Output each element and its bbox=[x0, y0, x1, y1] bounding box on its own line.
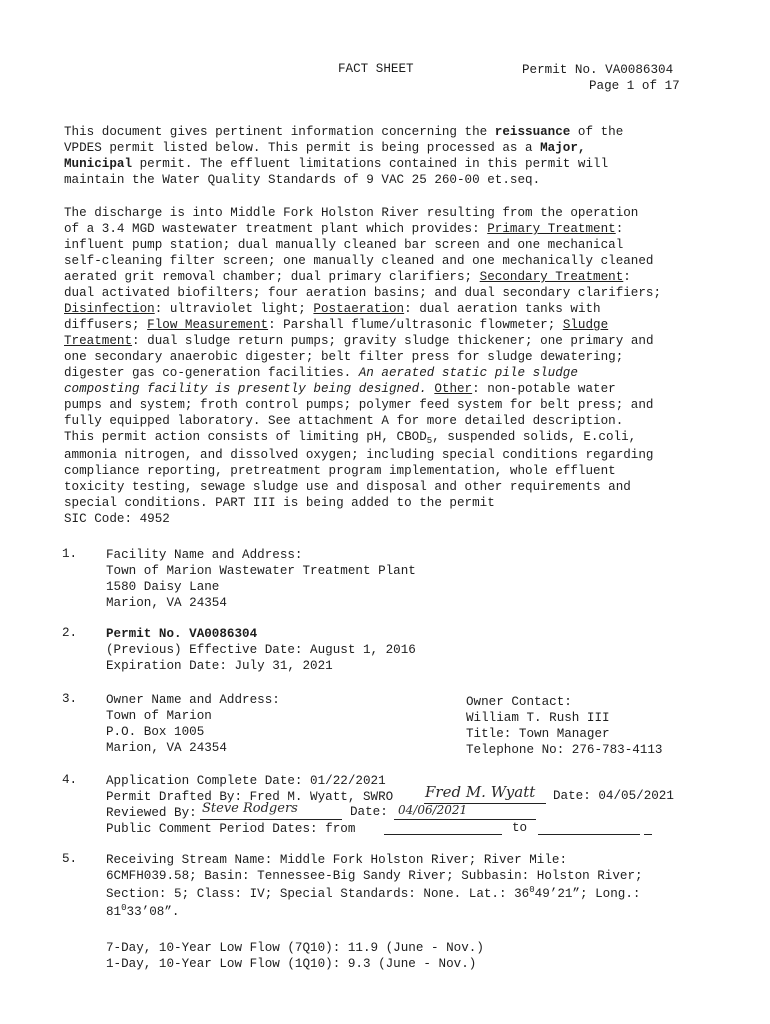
owner-po-box: P.O. Box 1005 bbox=[106, 725, 205, 739]
facility-label: Facility Name and Address: bbox=[106, 548, 303, 562]
discharge-line: one secondary anaerobic digester; belt filter press for sludge dewatering; bbox=[64, 350, 624, 364]
owner-contact-name: William T. Rush III bbox=[466, 711, 610, 725]
stream-line: 6CMFH039.58; Basin: Tennessee-Big Sandy River; Subbasin: Holston River; bbox=[106, 869, 643, 883]
reviewed-date-handwritten: 04/06/2021 bbox=[398, 803, 468, 817]
discharge-line: self-cleaning filter screen; one manually cleaned and one mechanically cleaned bbox=[64, 254, 654, 268]
discharge-line: special conditions. PART III is being added to the permit bbox=[64, 496, 495, 510]
discharge-line: fully equipped laboratory. See attachment A for more detailed description. bbox=[64, 414, 624, 428]
owner-contact-phone: Telephone No: 276-783-4113 bbox=[466, 743, 663, 757]
document-title: FACT SHEET bbox=[338, 62, 414, 76]
comment-from-blank bbox=[384, 834, 502, 835]
item-number: 3. bbox=[62, 692, 78, 706]
discharge-line: pumps and system; froth control pumps; polymer feed system for belt press; and bbox=[64, 398, 654, 412]
discharge-line: Treatment: dual sludge return pumps; gravity sludge thickener; one primary and bbox=[64, 334, 654, 348]
comment-period-from-label: Public Comment Period Dates: from bbox=[106, 822, 356, 836]
application-date: Application Complete Date: 01/22/2021 bbox=[106, 774, 386, 788]
intro-line-1: This document gives pertinent information concerning the reissuance of the bbox=[64, 125, 624, 139]
permit-number: Permit No. VA0086304 bbox=[106, 627, 258, 641]
discharge-line: toxicity testing, sewage sludge use and disposal and other requirements and bbox=[64, 480, 631, 494]
reviewed-date-line bbox=[394, 819, 536, 820]
discharge-line: This permit action consists of limiting pH, $CBOD_5$, suspended solids, E.coli, bbox=[64, 430, 637, 446]
facility-city: Marion, VA 24354 bbox=[106, 596, 227, 610]
stream-line: Section: 5; Class: IV; Special Standards: None. Lat.: $36^049’21$”; Long.: bbox=[106, 885, 641, 901]
discharge-line: dual activated biofilters; four aeration basins; and dual secondary clarifiers; bbox=[64, 286, 662, 300]
item-number: 5. bbox=[62, 852, 78, 866]
discharge-line: Disinfection: ultraviolet light; Postaeration: dual aeration tanks with bbox=[64, 302, 601, 316]
reviewer-signature: Steve Rodgers bbox=[202, 801, 298, 816]
effective-date: (Previous) Effective Date: August 1, 2016 bbox=[106, 643, 416, 657]
discharge-line: digester gas co-generation facilities. An aerated static pile sludge bbox=[64, 366, 578, 380]
comment-to-blank-tail bbox=[644, 834, 652, 835]
item-number: 1. bbox=[62, 547, 78, 561]
permit-number-header: Permit No. VA0086304 bbox=[522, 63, 674, 77]
drafted-by-label: Permit Drafted By: Fred M. Wyatt, SWRO bbox=[106, 790, 394, 804]
facility-name: Town of Marion Wastewater Treatment Plant bbox=[106, 564, 416, 578]
sic-code: SIC Code: 4952 bbox=[64, 512, 170, 526]
page-indicator: Page 1 of 17 bbox=[589, 79, 680, 93]
owner-name: Town of Marion bbox=[106, 709, 212, 723]
owner-city: Marion, VA 24354 bbox=[106, 741, 227, 755]
intro-line-3: Municipal permit. The effluent limitations contained in this permit will bbox=[64, 157, 609, 171]
low-flow-1q10: 1-Day, 10-Year Low Flow (1Q10): 9.3 (June - Nov.) bbox=[106, 957, 477, 971]
owner-contact-title: Title: Town Manager bbox=[466, 727, 610, 741]
discharge-line: The discharge is into Middle Fork Holston River resulting from the operation bbox=[64, 206, 639, 220]
low-flow-7q10: 7-Day, 10-Year Low Flow (7Q10): 11.9 (June - Nov.) bbox=[106, 941, 484, 955]
expiration-date: Expiration Date: July 31, 2021 bbox=[106, 659, 333, 673]
stream-line: $81^033’08$”. bbox=[106, 903, 180, 919]
owner-label: Owner Name and Address: bbox=[106, 693, 280, 707]
intro-line-2: VPDES permit listed below. This permit is being processed as a Major, bbox=[64, 141, 586, 155]
item-number: 2. bbox=[62, 626, 78, 640]
item-number: 4. bbox=[62, 773, 78, 787]
stream-line: Receiving Stream Name: Middle Fork Holston River; River Mile: bbox=[106, 853, 568, 867]
discharge-line: of a 3.4 MGD wastewater treatment plant which provides: Primary Treatment: bbox=[64, 222, 624, 236]
intro-line-4: maintain the Water Quality Standards of 9 VAC 25 260-00 et.seq. bbox=[64, 173, 541, 187]
reviewed-by-label: Reviewed By: bbox=[106, 806, 197, 820]
discharge-line: influent pump station; dual manually cleaned bar screen and one mechanical bbox=[64, 238, 624, 252]
discharge-line: diffusers; Flow Measurement: Parshall flume/ultrasonic flowmeter; Sludge bbox=[64, 318, 609, 332]
discharge-line: compliance reporting, pretreatment program implementation, whole effluent bbox=[64, 464, 616, 478]
facility-street: 1580 Daisy Lane bbox=[106, 580, 220, 594]
drafted-date: Date: 04/05/2021 bbox=[553, 789, 674, 803]
drafter-signature: Fred M. Wyatt bbox=[425, 783, 536, 801]
reviewer-signature-line bbox=[200, 819, 342, 820]
comment-period-to-label: to bbox=[512, 821, 528, 835]
reviewed-date-label: Date: bbox=[350, 805, 388, 819]
discharge-line: composting facility is presently being designed. Other: non-potable water bbox=[64, 382, 616, 396]
owner-contact-label: Owner Contact: bbox=[466, 695, 572, 709]
comment-to-blank bbox=[538, 834, 640, 835]
discharge-line: aerated grit removal chamber; dual primary clarifiers; Secondary Treatment: bbox=[64, 270, 631, 284]
discharge-line: ammonia nitrogen, and dissolved oxygen; including special conditions regarding bbox=[64, 448, 654, 462]
